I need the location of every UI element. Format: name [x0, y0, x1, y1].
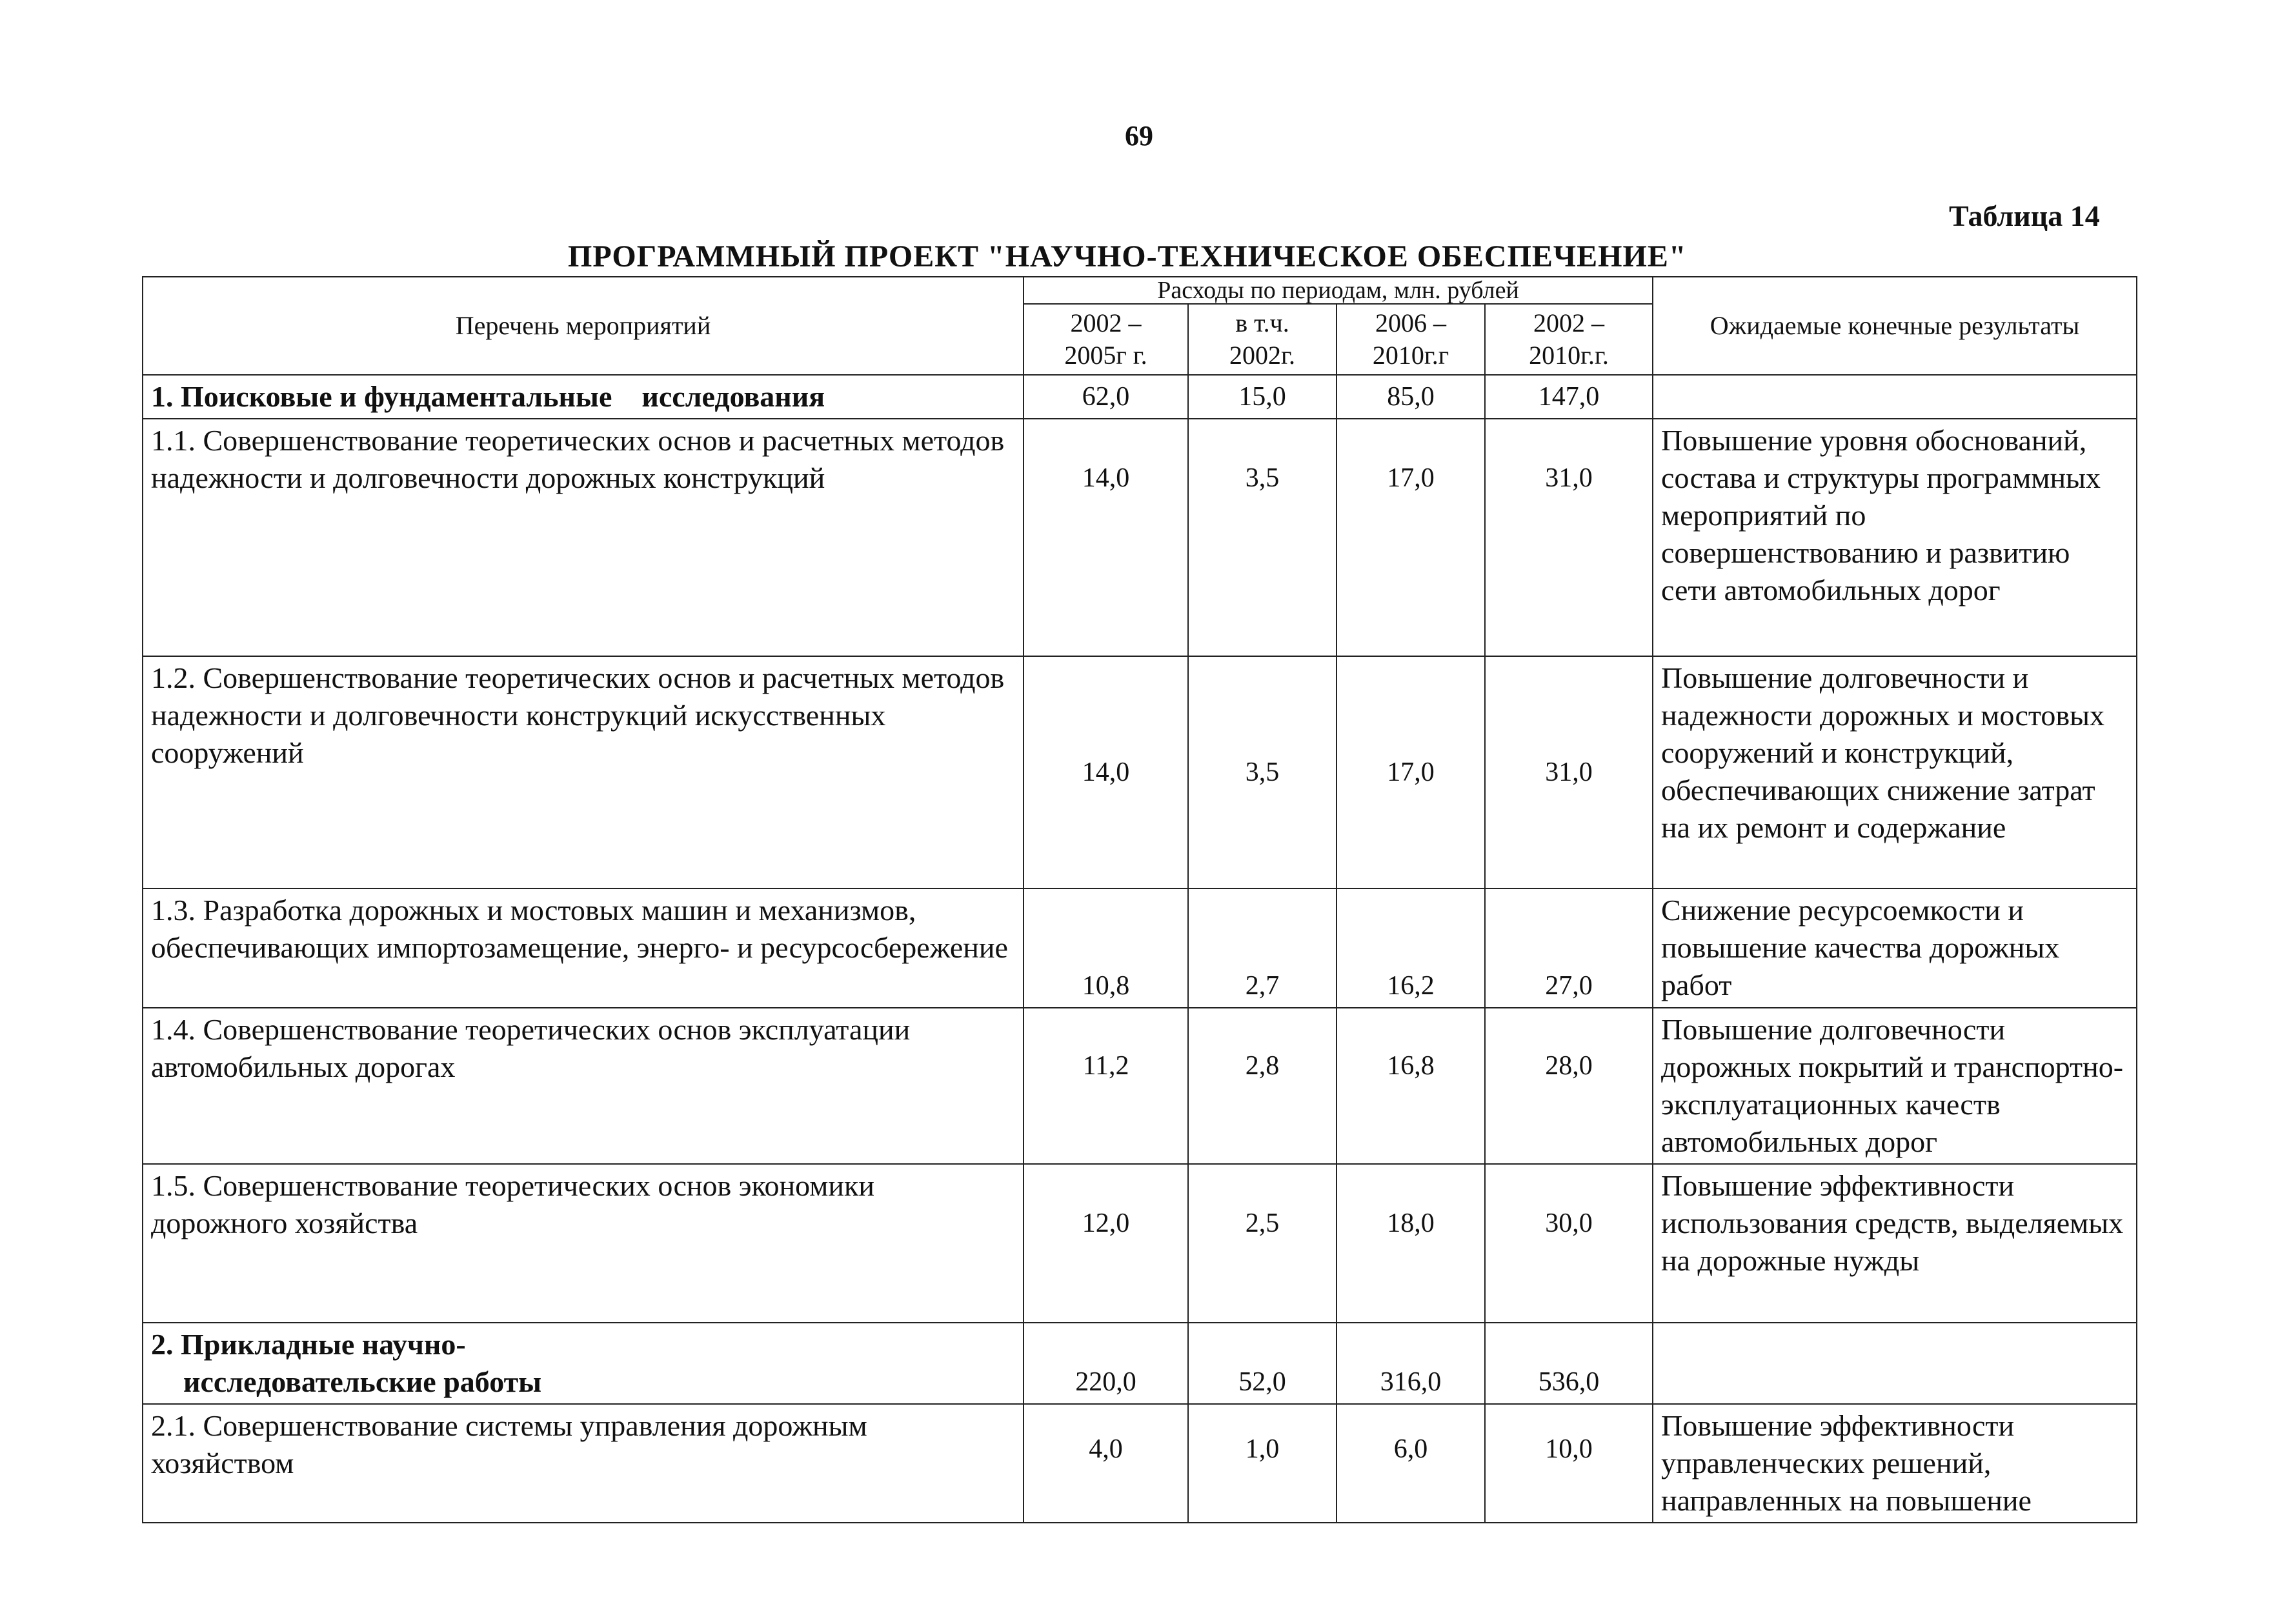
value-cell: 10,8	[1024, 888, 1188, 1008]
result-text: Повышение уровня обоснований, состава и структуры программных мероприятий по совершенствованию и развитию сети автомобильных дорог	[1653, 419, 2137, 656]
result-text: Повышение эффективности использования средств, выделяемых на дорожные нужды	[1653, 1164, 2137, 1323]
value-cell: 2,7	[1188, 888, 1337, 1008]
value-cell: 3,5	[1188, 419, 1337, 656]
value-cell: 28,0	[1485, 1008, 1653, 1164]
value-cell: 147,0	[1485, 375, 1653, 419]
value-cell: 15,0	[1188, 375, 1337, 419]
result-cell	[1653, 375, 2137, 419]
measure-text: 2.1. Совершенствование системы управления дорожным хозяйством	[143, 1404, 1024, 1523]
value-cell: 31,0	[1485, 656, 1653, 888]
table-row	[143, 419, 2137, 656]
header-period-2002-2010: 2002 – 2010г.г.	[1485, 304, 1653, 375]
table-label: Таблица 14	[1949, 199, 2100, 232]
value-cell: 1,0	[1188, 1404, 1337, 1523]
value-cell: 17,0	[1337, 656, 1485, 888]
result-text: Снижение ресурсоемкости и повышение качества дорожных работ	[1653, 888, 2137, 1008]
section-title: 1. Поисковые и фундаментальные исследования	[143, 375, 1024, 419]
value-cell: 3,5	[1188, 656, 1337, 888]
result-text: Повышение долговечности и надежности дорожных и мостовых сооружений и конструкций, обеспечивающих снижение затрат на их ремонт и содержание	[1653, 656, 2137, 888]
section-title: 2. Прикладные научно- исследовательские работы	[143, 1323, 1024, 1404]
measure-text: 1.1. Совершенствование теоретических основ и расчетных методов надежности и долговечности дорожных конструкций	[143, 419, 1024, 656]
value-cell: 16,2	[1337, 888, 1485, 1008]
measure-text: 1.2. Совершенствование теоретических основ и расчетных методов надежности и долговечности конструкций искусственных сооружений	[143, 656, 1024, 888]
value-cell: 220,0	[1024, 1323, 1188, 1404]
value-cell: 31,0	[1485, 419, 1653, 656]
value-cell: 12,0	[1024, 1164, 1188, 1323]
value-cell: 16,8	[1337, 1008, 1485, 1164]
result-text: Повышение долговечности дорожных покрытий и транспортно-эксплуатационных качеств автомобильных дорог	[1653, 1008, 2137, 1164]
header-period-2006-2010: 2006 – 2010г.г	[1337, 304, 1485, 375]
table-row	[143, 1404, 2137, 1523]
value-cell: 536,0	[1485, 1323, 1653, 1404]
value-cell: 62,0	[1024, 375, 1188, 419]
measure-text: 1.5. Совершенствование теоретических основ экономики дорожного хозяйства	[143, 1164, 1024, 1323]
document-title: ПРОГРАММНЫЙ ПРОЕКТ "НАУЧНО-ТЕХНИЧЕСКОЕ ОБЕСПЕЧЕНИЕ"	[568, 239, 1687, 274]
section-row	[143, 1323, 2137, 1404]
value-cell: 4,0	[1024, 1404, 1188, 1523]
value-cell: 316,0	[1337, 1323, 1485, 1404]
measure-text: 1.4. Совершенствование теоретических основ эксплуатации автомобильных дорогах	[143, 1008, 1024, 1164]
section-row	[143, 375, 2137, 419]
result-cell	[1653, 1323, 2137, 1404]
value-cell: 6,0	[1337, 1404, 1485, 1523]
header-expenses-group: Расходы по периодам, млн. рублей	[1024, 277, 1653, 304]
result-text: Повышение эффективности управленческих решений, направленных на повышение	[1653, 1404, 2137, 1523]
value-cell: 14,0	[1024, 656, 1188, 888]
value-cell: 2,8	[1188, 1008, 1337, 1164]
value-cell: 2,5	[1188, 1164, 1337, 1323]
program-table	[142, 276, 2137, 1523]
value-cell: 18,0	[1337, 1164, 1485, 1323]
value-cell: 30,0	[1485, 1164, 1653, 1323]
table-row	[143, 656, 2137, 888]
value-cell: 52,0	[1188, 1323, 1337, 1404]
header-results: Ожидаемые конечные результаты	[1653, 277, 2137, 375]
table-row	[143, 1008, 2137, 1164]
value-cell: 85,0	[1337, 375, 1485, 419]
value-cell: 14,0	[1024, 419, 1188, 656]
value-cell: 11,2	[1024, 1008, 1188, 1164]
table-row	[143, 1164, 2137, 1323]
header-period-2002: в т.ч. 2002г.	[1188, 304, 1337, 375]
measure-text: 1.3. Разработка дорожных и мостовых машин и механизмов, обеспечивающих импортозамещение, энерго- и ресурсосбережение	[143, 888, 1024, 1008]
table-row	[143, 888, 2137, 1008]
value-cell: 10,0	[1485, 1404, 1653, 1523]
header-measures: Перечень мероприятий	[143, 277, 1024, 375]
header-period-2002-2005: 2002 – 2005г г.	[1024, 304, 1188, 375]
value-cell: 17,0	[1337, 419, 1485, 656]
page-number: 69	[1125, 120, 1153, 152]
value-cell: 27,0	[1485, 888, 1653, 1008]
header-row	[143, 277, 2137, 304]
